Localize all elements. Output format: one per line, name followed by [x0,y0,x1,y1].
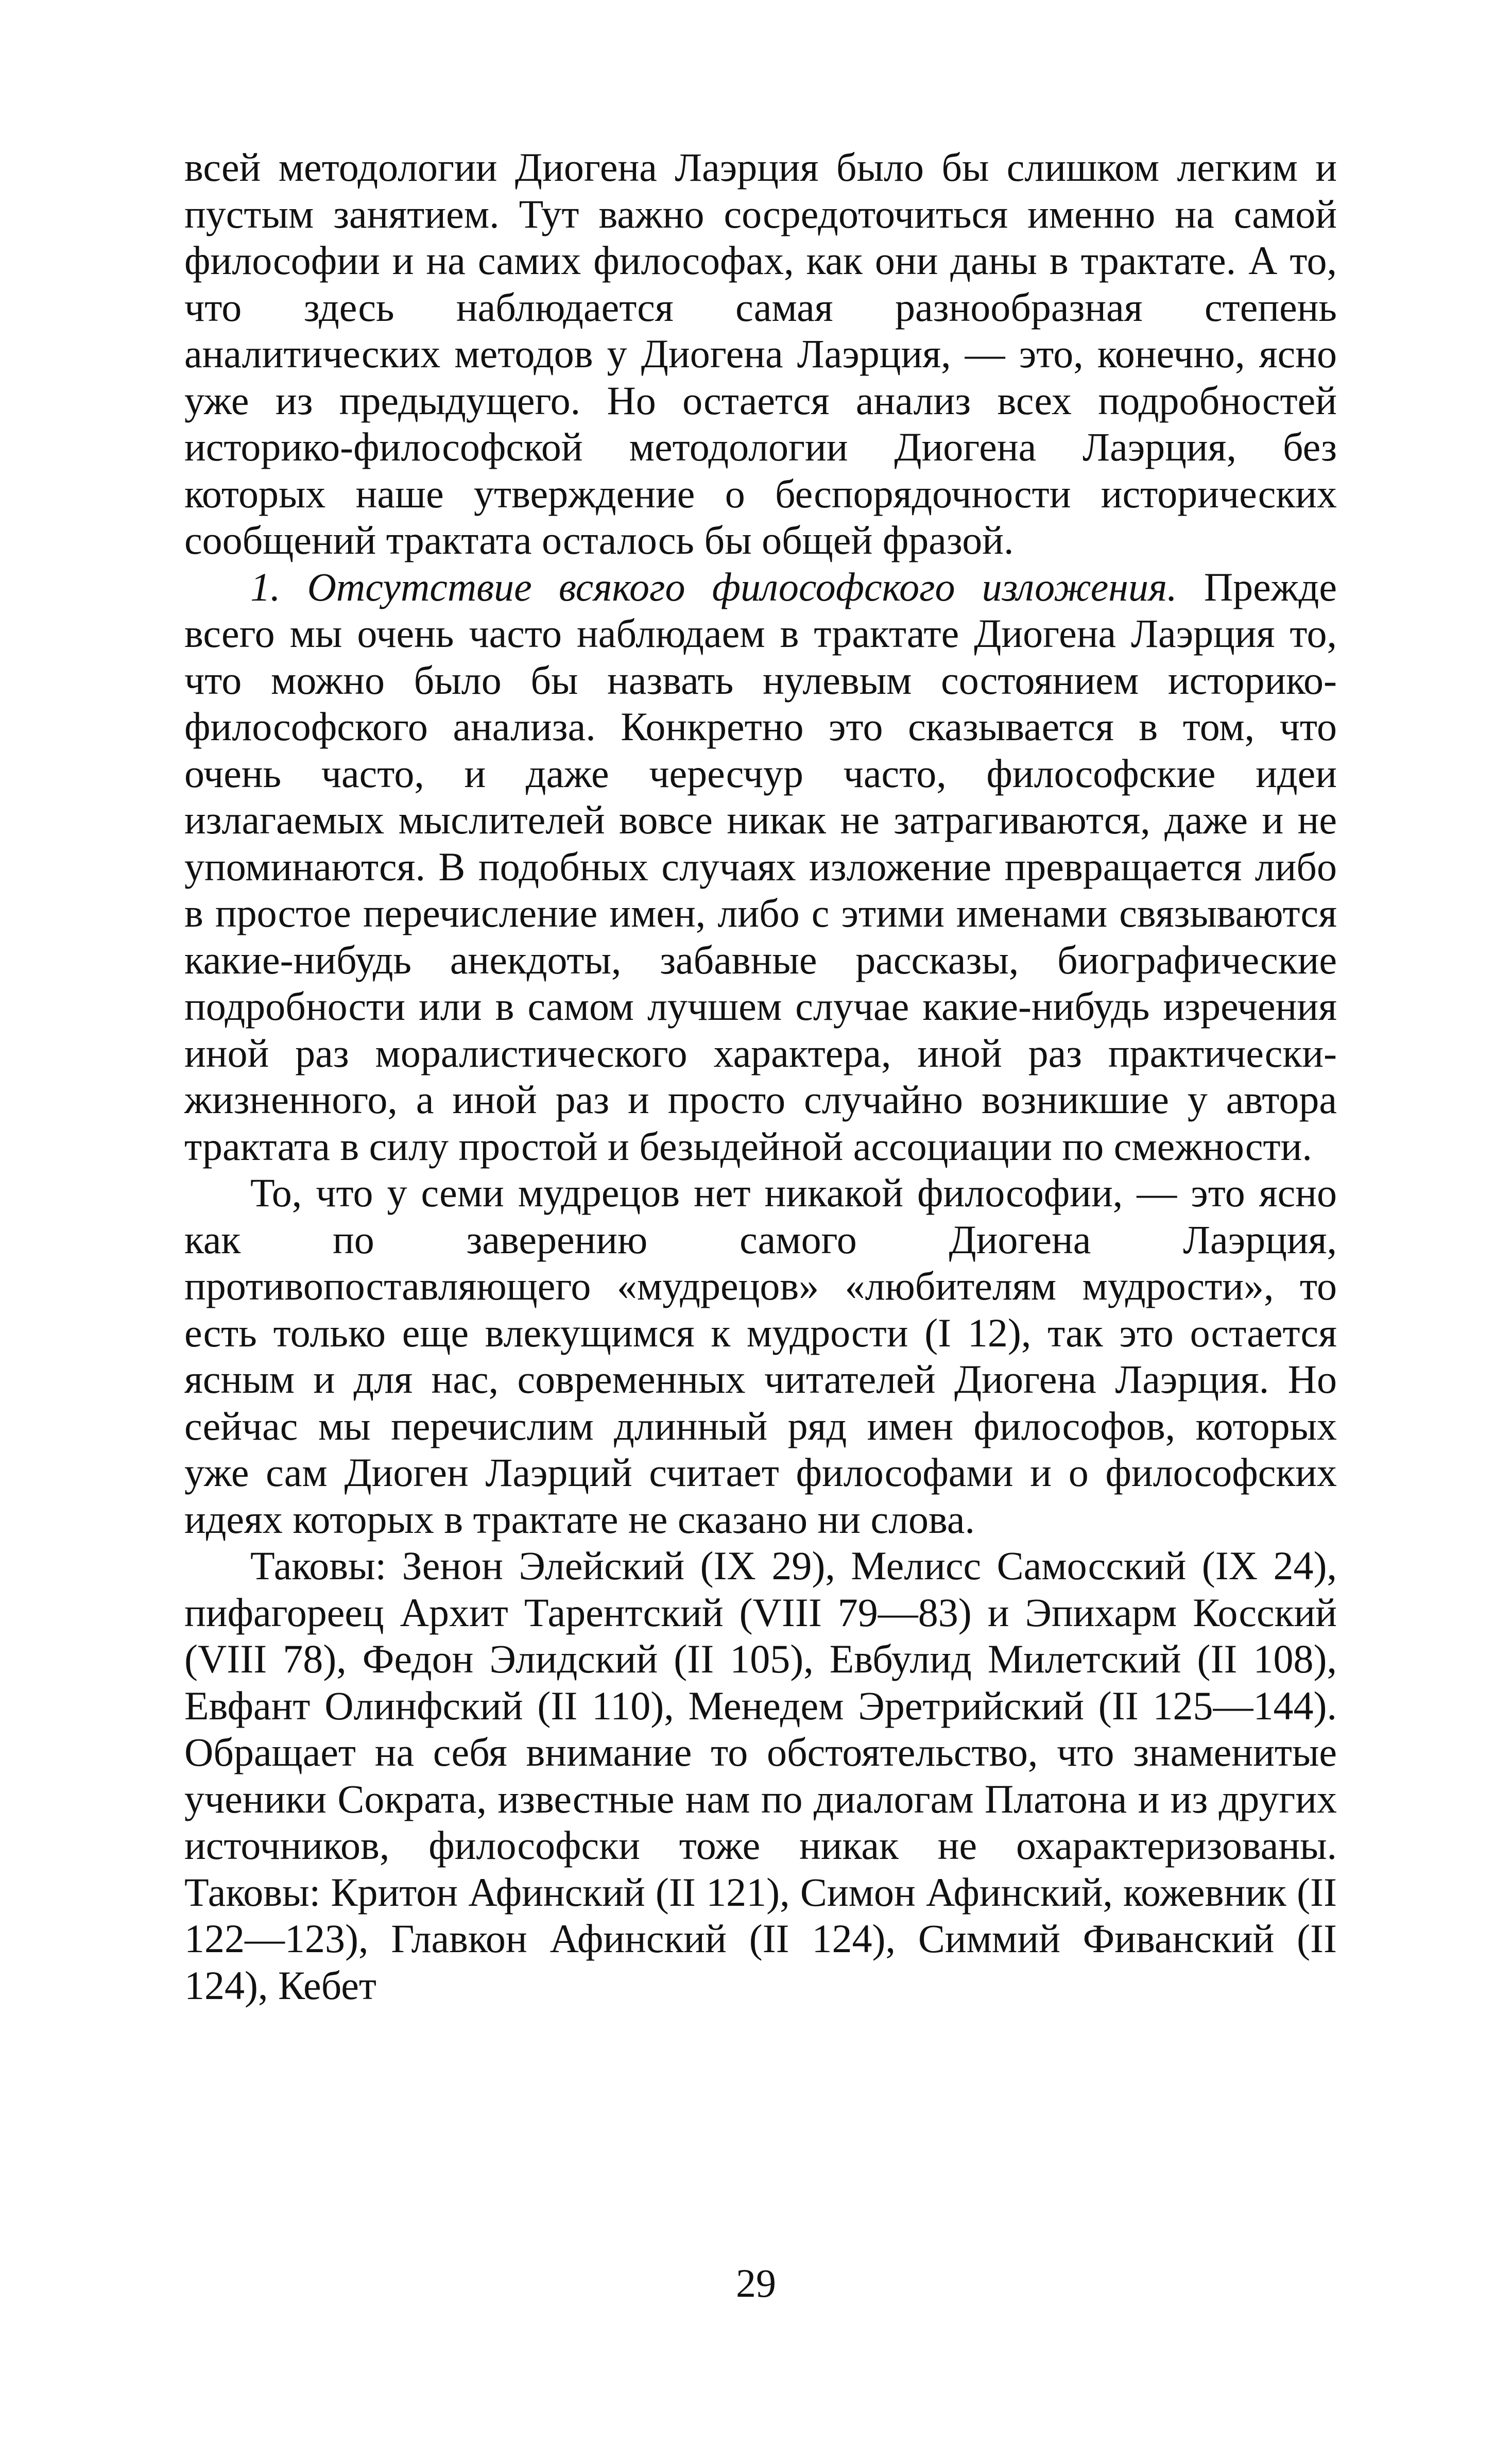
paragraph-philosophers-list: Таковы: Зенон Элейский (IX 29), Мелисс Самосский (IX 24), пифагореец Архит Тарентский (VIII 79—83) и Эпихарм Косский (VIII 78), Федон Элидский (II 105), Евбулид Милетский (II 108), Евфант Олинфский (II 110), Менедем Эретрийский (II 125—144). Обращает на себя внимание то обстоятельство, что знаменитые ученики Сократа, известные нам по диалогам Платона и из других источников, философски тоже никак не охарактеризованы. Таковы: Критон Афинский (II 121), Симон Афинский, кожевник (II 122—123), Главкон Афинский (II 124), Симмий Фиванский (II 124), Кебет [184,1543,1337,2008]
section-heading: 1. Отсутствие всякого философского изложения. [250,564,1177,609]
paragraph-seven-sages: То, что у семи мудрецов нет никакой философии, — это ясно как по заверению самого Диогена Лаэрция, противопоставляющего «мудрецов» «любителям мудрости», то есть только еще влекущимся к мудрости (I 12), так это остается ясным и для нас, современных читателей Диогена Лаэрция. Но сейчас мы перечислим длинный ряд имен философов, которых уже сам Диоген Лаэрций считает философами и о философских идеях которых в трактате не сказано ни слова. [184,1170,1337,1542]
paragraph-continued: всей методологии Диогена Лаэрция было бы слишком легким и пустым занятием. Тут важно сосредоточиться именно на самой философии и на самих философах, как они даны в трактате. А то, что здесь наблюдается самая разнообразная степень аналитических методов у Диогена Лаэрция, — это, конечно, ясно уже из предыдущего. Но остается анализ всех подробностей историко-философской методологии Диогена Лаэрция, без которых наше утверждение о беспорядочности исторических сообщений трактата осталось бы общей фразой. [184,145,1337,562]
page-number: 29 [736,2261,776,2306]
paragraph-section-1 [184,564,1337,1170]
paragraph-section-1-body: Прежде всего мы очень часто наблюдаем в трактате Диогена Лаэрция то, что можно было бы назвать нулевым состоянием историко-философского анализа. Конкретно это сказывается в том, что очень часто, и даже чересчур часто, философские идеи излагаемых мыслителей вовсе никак не затрагиваются, даже и не упоминаются. В подобных случаях изложение превращается либо в простое перечисление имен, либо с этими именами связываются какие-нибудь анекдоты, забавные рассказы, биографические подробности или в самом лучшем случае какие-нибудь изречения иной раз моралистического характера, иной раз практически-жизненного, а иной раз и просто случайно возникшие у автора трактата в силу простой и безыдейной ассоциации по смежности. [184,564,1337,1169]
body-text [184,144,1337,2009]
